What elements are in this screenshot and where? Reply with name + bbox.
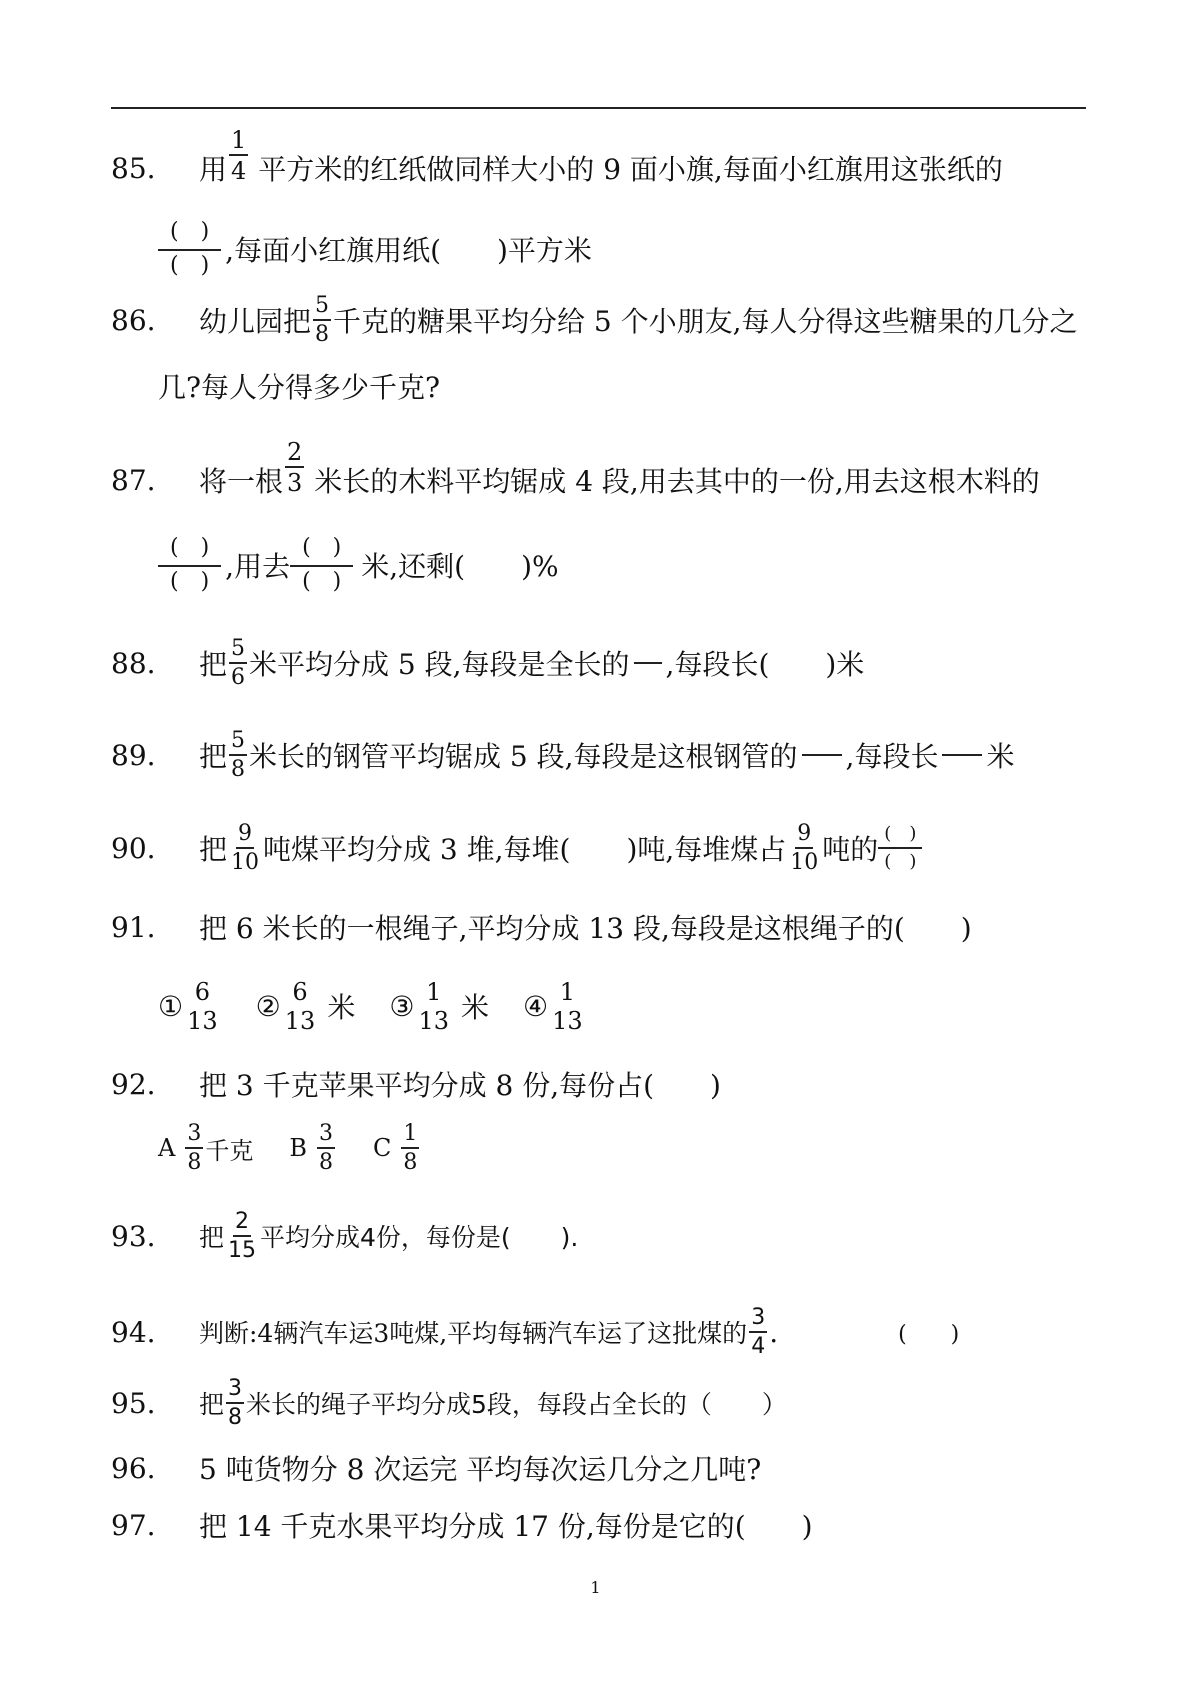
question-95: 95. 把 $\frac{3}{8}$ 米长的绳子平均分成5段，每段占全长的（ ） (111, 1375, 787, 1430)
question-88: 88. 把 $\frac{5}{6}$ 米平均分成 5 段,每段是全长的 ,每段长( )米 (111, 635, 865, 690)
question-number: 86. (111, 303, 156, 337)
answer-blank-fraction[interactable]: ( ) ( ) (158, 221, 221, 277)
fraction: 1 13 (552, 977, 583, 1035)
fraction: 6 13 (187, 977, 218, 1035)
option-b[interactable]: B $\frac{3}{8}$ (289, 1120, 333, 1175)
fraction: $\frac{5}{8}$ (231, 727, 246, 782)
question-number: 88. (111, 646, 156, 680)
question-86: 86. 幼儿园把 $\frac{5}{8}$ 千克的糖果平均分给 5 个小朋友,每人分得这些糖果的几分之 (111, 292, 1078, 347)
fraction: $\frac{3}{8}$ (187, 1120, 202, 1175)
fraction: $\frac{1}{4}$ (231, 125, 247, 185)
fraction: $\frac{3}{8}$ (318, 1120, 333, 1175)
fraction: $\frac{9}{10}$ (231, 820, 260, 875)
judge-blank[interactable]: ( ) (898, 1321, 960, 1347)
fraction: $\frac{1}{8}$ (403, 1120, 418, 1175)
answer-blank-fraction[interactable]: ( ) ( ) (158, 537, 221, 593)
fraction: $\frac{5}{6}$ (231, 635, 246, 690)
answer-blank-line[interactable] (634, 662, 662, 664)
question-number: 93. (111, 1219, 156, 1253)
question-87: 87. 将一根 $\frac{2}{3}$ 米长的木料平均锯成 4 段,用去其中的一份,用去这根木料的 (111, 437, 1040, 498)
question-97: 97. 把 14 千克水果平均分成 17 份,每份是它的( ) (111, 1508, 813, 1543)
question-90: 90. 把 $\frac{9}{10}$ 吨煤平均分成 3 堆,每堆( )吨,每堆煤占 $\frac{9}{10}$ 吨的 ( ) ( ) (111, 823, 926, 873)
question-86-cont: 几?每人分得多少千克? (158, 371, 441, 404)
answer-blank-line[interactable] (942, 754, 982, 756)
question-number: 91. (111, 910, 156, 944)
header-rule (111, 107, 1086, 109)
question-85-cont: ( ) ( ) ,每面小红旗用纸( )平方米 (158, 224, 592, 274)
page-number: 1 (590, 1578, 601, 1597)
question-93: 93. 把 $\frac{2}{15}$ 平均分成4份，每份是( ). (111, 1208, 579, 1263)
answer-blank-line[interactable] (802, 754, 842, 756)
option-a[interactable]: A $\frac{3}{8}$ 千克 (158, 1120, 254, 1175)
fraction: $\frac{5}{8}$ (315, 292, 330, 347)
fraction: $\frac{9}{10}$ (790, 820, 819, 875)
option-4[interactable]: ④ 1 13 (523, 977, 583, 1035)
question-87-cont: ( ) ( ) ,用去 ( ) ( ) 米,还剩( )% (158, 540, 559, 590)
question-96: 96. 5 吨货物分 8 次运完 平均每次运几分之几吨? (111, 1451, 762, 1486)
question-number: 96. (111, 1451, 156, 1485)
answer-blank-fraction[interactable]: ( ) ( ) (878, 825, 922, 871)
fraction: $\frac{3}{8}$ (228, 1375, 243, 1430)
question-number: 89. (111, 738, 156, 772)
question-number: 95. (111, 1386, 156, 1420)
fraction: $\frac{2}{3}$ (287, 437, 303, 497)
question-number: 94. (111, 1315, 156, 1349)
question-number: 85. (111, 151, 156, 185)
fraction: 6 13 (284, 977, 316, 1035)
question-85: 85. 用 $\frac{1}{4}$ 平方米的红纸做同样大小的 9 面小旗,每面小红旗用这张纸的 (111, 125, 1003, 186)
question-number: 87. (111, 463, 156, 497)
option-1[interactable]: ① 6 13 (158, 977, 218, 1035)
question-number: 92. (111, 1067, 156, 1101)
question-89: 89. 把 $\frac{5}{8}$ 米长的钢管平均锯成 5 段,每段是这根钢管的 ,每段长 米 (111, 727, 1015, 782)
question-92-options (158, 1120, 421, 1176)
question-92: 92. 把 3 千克苹果平均分成 8 份,每份占( ) (111, 1067, 721, 1102)
question-91: 91. 把 6 米长的一根绳子,平均分成 13 段,每段是这根绳子的( ) (111, 910, 972, 945)
option-c[interactable]: C $\frac{1}{8}$ (372, 1120, 418, 1175)
question-number: 90. (111, 831, 156, 865)
option-3[interactable]: ③ 1 13 米 (389, 977, 489, 1035)
question-94: 94. 判断:4辆汽车运3吨煤,平均每辆汽车运了这批煤的 $\frac{3}{4}$ . ( ) (111, 1304, 960, 1359)
fraction: $\frac{3}{4}$ (751, 1304, 766, 1359)
question-number: 97. (111, 1508, 156, 1542)
fraction: $\frac{2}{15}$ (228, 1208, 257, 1263)
option-2[interactable]: ② 6 13 米 (255, 977, 356, 1035)
question-91-options (158, 978, 587, 1034)
fraction: 1 13 (418, 977, 449, 1035)
answer-blank-fraction[interactable]: ( ) ( ) (290, 537, 353, 593)
